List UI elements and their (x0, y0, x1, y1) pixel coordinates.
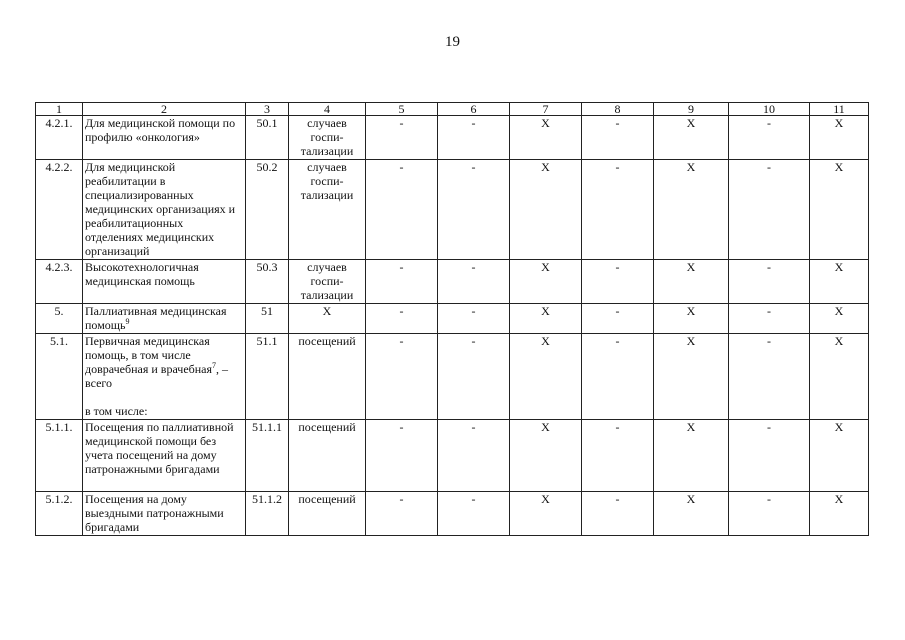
cell: - (729, 334, 810, 420)
row-unit: посещений (289, 420, 366, 492)
cell: - (729, 260, 810, 304)
cell: - (366, 260, 438, 304)
column-header: 7 (510, 103, 582, 116)
cell: X (654, 304, 729, 334)
cell: X (654, 334, 729, 420)
cell: - (582, 116, 654, 160)
column-header: 10 (729, 103, 810, 116)
row-name: Посещения на дому выездными патронажными бригадами (83, 492, 246, 536)
cell: - (582, 334, 654, 420)
row-name (83, 334, 246, 420)
cell: - (582, 492, 654, 536)
cell: X (654, 492, 729, 536)
row-name-text-suffix: , – всего (85, 362, 229, 390)
cell: - (366, 420, 438, 492)
row-number: 5.1.1. (36, 420, 83, 492)
row-number: 4.2.1. (36, 116, 83, 160)
row-code: 51.1 (246, 334, 289, 420)
cell: - (438, 420, 510, 492)
cell: X (810, 420, 869, 492)
cell: X (810, 304, 869, 334)
page-number: 19 (445, 34, 460, 50)
table-row (36, 492, 869, 536)
column-header: 1 (36, 103, 83, 116)
row-name: Для медицинской реабилитации в специализированных медицинских организациях и реабилитационных отделениях медицинских организаций (83, 160, 246, 260)
table-row (36, 304, 869, 334)
row-code: 51.1.1 (246, 420, 289, 492)
row-unit: X (289, 304, 366, 334)
table-row (36, 420, 869, 492)
cell: - (366, 116, 438, 160)
column-header: 2 (83, 103, 246, 116)
cell: X (810, 492, 869, 536)
header-row (36, 103, 869, 116)
row-number: 5. (36, 304, 83, 334)
cell: X (654, 260, 729, 304)
cell: - (438, 334, 510, 420)
cell: - (582, 304, 654, 334)
row-name (83, 304, 246, 334)
table-row (36, 116, 869, 160)
row-number: 4.2.3. (36, 260, 83, 304)
cell: - (582, 420, 654, 492)
cell: X (510, 492, 582, 536)
cell: X (654, 116, 729, 160)
row-name-text: Первичная медицинская помощь, в том числе доврачебная и врачебная (85, 334, 213, 376)
column-header: 3 (246, 103, 289, 116)
row-unit: посещений (289, 334, 366, 420)
cell: X (510, 260, 582, 304)
cell: - (729, 304, 810, 334)
cell: - (729, 492, 810, 536)
table-row (36, 260, 869, 304)
cell: - (438, 304, 510, 334)
cell: X (810, 116, 869, 160)
column-header: 6 (438, 103, 510, 116)
row-number: 5.1.2. (36, 492, 83, 536)
row-unit: случаев госпи-тализации (289, 260, 366, 304)
cell: - (729, 160, 810, 260)
row-code: 51.1.2 (246, 492, 289, 536)
cell: X (510, 160, 582, 260)
cell: - (729, 420, 810, 492)
row-name: Посещения по паллиативной медицинской помощи без учета посещений на дому патронажными бригадами (83, 420, 246, 492)
cell: - (438, 116, 510, 160)
cell: - (366, 492, 438, 536)
cell: - (366, 334, 438, 420)
row-name-text: Паллиативная медицинская помощь (85, 304, 227, 332)
column-header: 11 (810, 103, 869, 116)
cell: X (510, 420, 582, 492)
cell: X (510, 304, 582, 334)
row-number: 4.2.2. (36, 160, 83, 260)
cell: - (582, 160, 654, 260)
row-code: 50.2 (246, 160, 289, 260)
row-code: 50.1 (246, 116, 289, 160)
cell: - (366, 304, 438, 334)
footnote-mark: 7 (212, 361, 217, 370)
row-name: Для медицинской помощи по профилю «онкология» (83, 116, 246, 160)
cell: X (510, 334, 582, 420)
cell: X (810, 160, 869, 260)
row-unit: посещений (289, 492, 366, 536)
cell: - (438, 260, 510, 304)
footnote-mark: 9 (125, 317, 130, 326)
cell: X (810, 334, 869, 420)
row-name-subtext: в том числе: (85, 404, 148, 418)
column-header: 8 (582, 103, 654, 116)
cell: - (582, 260, 654, 304)
table-row (36, 160, 869, 260)
row-name: Высокотехнологичная медицинская помощь (83, 260, 246, 304)
cell: X (654, 420, 729, 492)
cell: - (366, 160, 438, 260)
row-unit: случаев госпи-тализации (289, 160, 366, 260)
column-header: 5 (366, 103, 438, 116)
row-unit: случаев госпи-тализации (289, 116, 366, 160)
cell: - (729, 116, 810, 160)
table-row (36, 334, 869, 420)
cell: X (810, 260, 869, 304)
column-header: 4 (289, 103, 366, 116)
column-header: 9 (654, 103, 729, 116)
cell: - (438, 160, 510, 260)
cell: X (510, 116, 582, 160)
row-number: 5.1. (36, 334, 83, 420)
cell: - (438, 492, 510, 536)
data-table (35, 102, 869, 536)
cell: X (654, 160, 729, 260)
row-code: 51 (246, 304, 289, 334)
row-code: 50.3 (246, 260, 289, 304)
